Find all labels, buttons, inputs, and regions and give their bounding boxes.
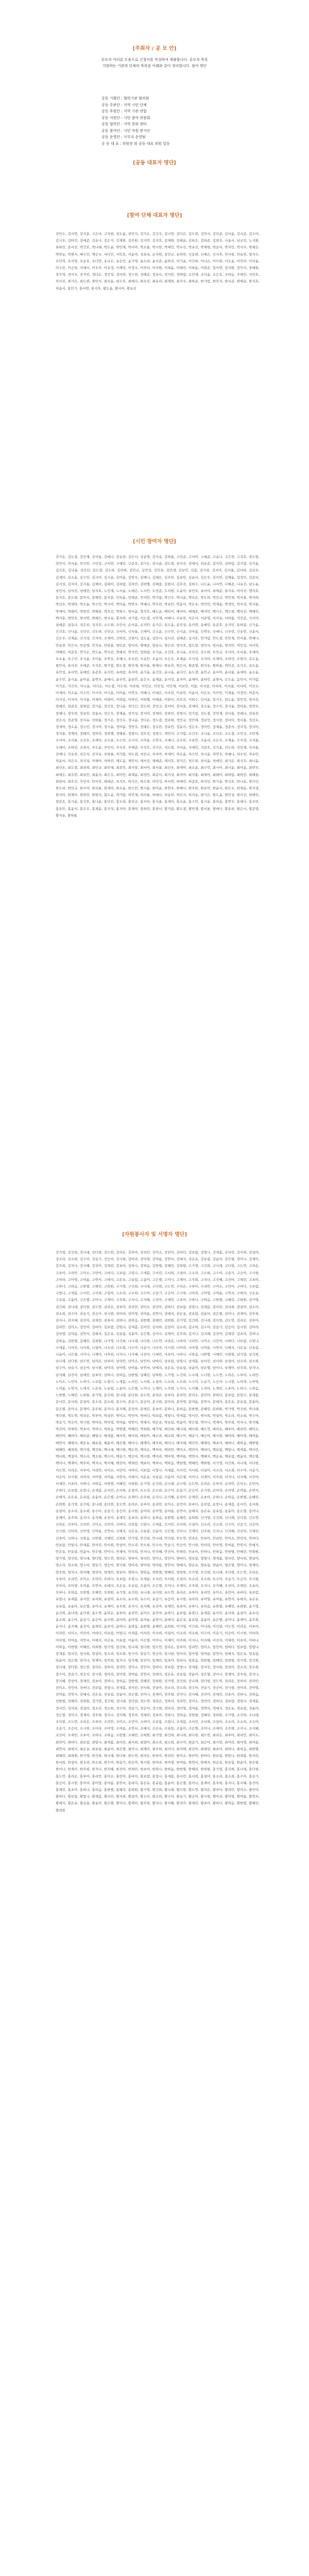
intro-text	[0, 57, 309, 69]
names-block-3: 강가영, 강건희, 강나래, 강다현, 강도연, 강라온, 강루아, 강리안, 강미소, 강민아, 강바다, 강보람, 강빛나, 강새봄, 강서린, 강서희, 강설아, 강소라, 강소희, 강수아, 강슬기, 강승아, 강시현, 강아라, 강아영, 강여름, 강연서, 강예지, 강온유, 강유림, 강윤아, 강은별, 강이나, 강재이, 강주희, 강지나, 강지혜, 강진아, 강채린, 강초아, 강하나, 강하음, 강한별, 강혜린, 강희원, 고가영, 고건희, 고나래, 고다현, 고도연, 고라온, 고루아, 고리안, 고미소, 고민아, 고바다, 고보람, 고빛나, 고새봄, 고서린, 고서희, 고설아, 고소라, 고소희, 고수아, 고슬기, 고승아, 고시현, 고아라, 고아영, 고여름, 고연서, 고예지, 고온유, 고유림, 고윤아, 고은별, 고이나, 고재이, 고주희, 고지나, 고지혜, 고진아, 고채린, 고초아, 고하나, 고하음, 고한별, 고혜린, 고희원, 구가영, 구건희, 구나래, 구다현, 구도연, 구라온, 구루아, 구리안, 구미소, 구민아, 구바다, 구보람, 구빛나, 구새봄, 구서린, 구서희, 구설아, 구소라, 구소희, 구수아, 구슬기, 구승아, 구시현, 구아라, 구아영, 구여름, 구연서, 구예지, 구온유, 구유림, 구윤아, 구은별, 구이나, 구재이, 구주희, 구지나, 구지혜, 구진아, 구채린, 구초아, 구하나, 구하음, 구한별, 구혜린, 구희원, 권가영, 권건희, 권나래, 권다현, 권도연, 권라온, 권루아, 권리안, 권미소, 권민아, 권바다, 권보람, 권빛나, 권새봄, 권서린, 권서희, 권설아, 권소라, 권소희, 권수아, 권슬기, 권승아, 권시현, 권아라, 권아영, 권여름, 권연서, 권예지, 권온유, 권유림, 권윤아, 권은별, 권이나, 권재이, 권주희, 권지나, 권지혜, 권진아, 권채린, 권초아, 권하나, 권하음, 권한별, 권혜린, 권희원, 김가영, 김건희, 김나래, 김다현, 김도연, 김라온, 김루아, 김리안, 김미소, 김민아, 김바다, 김보람, 김빛나, 김새봄, 김서린, 김서희, 김설아, 김소라, 김소희, 김수아, 김슬기, 김승아, 김시현, 김아라, 김아영, 김여름, 김연서, 김예지, 김온유, 김유림, 김윤아, 김은별, 김이나, 김재이, 김주희, 김지나, 김지혜, 김진아, 김채린, 김초아, 김하나, 김하음, 김한별, 김혜린, 김희원, 나가영, 나건희, 나나래, 나다현, 나도연, 나라온, 나루아, 나리안, 나미소, 나민아, 나바다, 나보람, 나빛나, 나새봄, 나서린, 나서희, 나설아, 나소라, 나소희, 나수아, 나슬기, 나승아, 나시현, 나아라, 나아영, 나여름, 나연서, 나예지, 나온유, 나유림, 나윤아, 나은별, 나이나, 나재이, 나주희, 나지나, 나지혜, 나진아, 나채린, 나초아, 나하나, 나하음, 나한별, 나혜린, 나희원, 남가영, 남건희, 남나래, 남다현, 남도연, 남라온, 남루아, 남리안, 남미소, 남민아, 남바다, 남보람, 남빛나, 남새봄, 남서린, 남서희, 남설아, 남소라, 남소희, 남수아, 남슬기, 남승아, 남시현, 남아라, 남아영, 남여름, 남연서, 남예지, 남온유, 남유림, 남윤아, 남은별, 남이나, 남재이, 남주희, 남지나, 남지혜, 남진아, 남채린, 남초아, 남하나, 남하음, 남한별, 남혜린, 남희원, 노가영, 노건희, 노나래, 노다현, 노도연, 노라온, 노루아, 노리안, 노미소, 노민아, 노바다, 노보람, 노빛나, 노새봄, 노서린, 노서희, 노설아, 노소라, 노소희, 노수아, 노슬기, 노승아, 노시현, 노아라, 노아영, 노여름, 노연서, 노예지, 노온유, 노유림, 노윤아, 노은별, 노이나, 노재이, 노주희, 노지나, 노지혜, 노진아, 노채린, 노초아, 노하나, 노하음, 노한별, 노혜린, 노희원, 문가영, 문건희, 문나래, 문다현, 문도연, 문라온, 문루아, 문리안, 문미소, 문민아, 문바다, 문보람, 문빛나, 문새봄, 문서린, 문서희, 문설아, 문소라, 문소희, 문수아, 문슬기, 문승아, 문시현, 문아라, 문아영, 문여름, 문연서, 문예지, 문온유, 문유림, 문윤아, 문은별, 문이나, 문재이, 문주희, 문지나, 문지혜, 문진아, 문채린, 문초아, 문하나, 문하음, 문한별, 문혜린, 문희원, 박가영, 박건희, 박나래, 박다현, 박도연, 박라온, 박루아, 박리안, 박미소, 박민아, 박바다, 박보람, 박빛나, 박새봄, 박서린, 박서희, 박설아, 박소라, 박소희, 박수아, 박슬기, 박승아, 박시현, 박아라, 박아영, 박여름, 박연서, 박예지, 박온유, 박유림, 박윤아, 박은별, 박이나, 박재이, 박주희, 박지나, 박지혜, 박진아, 박채린, 박초아, 박하나, 박하음, 박한별, 박혜린, 박희원, 배가영, 배건희, 배나래, 배다현, 배도연, 배라온, 배루아, 배리안, 배미소, 배민아, 배바다, 배보람, 배빛나, 배새봄, 배서린, 배서희, 배설아, 배소라, 배소희, 배수아, 배슬기, 배승아, 배시현, 배아라, 배아영, 배여름, 배연서, 배예지, 배온유, 배유림, 배윤아, 배은별, 배이나, 배재이, 배주희, 배지나, 배지혜, 배진아, 배채린, 배초아, 배하나, 배하음, 배한별, 배혜린, 배희원, 백가영, 백건희, 백나래, 백다현, 백도연, 백라온, 백루아, 백리안, 백미소, 백민아, 백바다, 백보람, 백빛나, 백새봄, 백서린, 백서희, 백설아, 백소라, 백소희, 백수아, 백슬기, 백승아, 백시현, 백아라, 백아영, 백여름, 백연서, 백예지, 백온유, 백유림, 백윤아, 백은별, 백이나, 백재이, 백주희, 백지나, 백지혜, 백진아, 백채린, 백초아, 백하나, 백하음, 백한별, 백혜린, 백희원, 서가영, 서건희, 서나래, 서다현, 서도연, 서라온, 서루아, 서리안, 서미소, 서민아, 서바다, 서보람, 서빛나, 서새봄, 서서린, 서서희, 서설아, 서소라, 서소희, 서수아, 서슬기, 서승아, 서시현, 서아라, 서아영, 서여름, 서연서, 서예지, 서온유, 서유림, 서윤아, 서은별, 서이나, 서재이, 서주희, 서지나, 서지혜, 서진아, 서채린, 서초아, 서하나, 서하음, 서한별, 서혜린, 서희원, 손가영, 손건희, 손나래, 손다현, 손도연, 손라온, 손루아, 손리안, 손미소, 손민아, 손바다, 손보람, 손빛나, 손새봄, 손서린, 손서희, 손설아, 손소라, 손소희, 손수아, 손슬기, 손승아, 손시현, 손아라, 손아영, 손여름, 손연서, 손예지, 손온유, 손유림, 손윤아, 손은별, 손이나, 손재이, 손주희, 손지나, 손지혜, 손진아, 손채린, 손초아, 손하나, 손하음, 손한별, 손혜린, 손희원, 송가영, 송건희, 송나래, 송다현, 송도연, 송라온, 송루아, 송리안, 송미소, 송민아, 송바다, 송보람, 송빛나, 송새봄, 송서린, 송서희, 송설아, 송소라, 송소희, 송수아, 송슬기, 송승아, 송시현, 송아라, 송아영, 송여름, 송연서, 송예지, 송온유, 송유림, 송윤아, 송은별, 송이나, 송재이, 송주희, 송지나, 송지혜, 송진아, 송채린, 송초아, 송하나, 송하음, 송한별, 송혜린, 송희원, 신가영, 신건희, 신나래, 신다현, 신도연, 신라온, 신루아, 신리안, 신미소, 신민아, 신바다, 신보람, 신빛나, 신새봄, 신서린, 신서희, 신설아, 신소라, 신소희, 신수아, 신슬기, 신승아, 신시현, 신아라, 신아영, 신여름, 신연서, 신예지, 신온유, 신유림, 신윤아, 신은별, 신이나, 신재이, 신주희, 신지나, 신지혜, 신진아, 신채린, 신초아, 신하나, 신하음, 신한별, 신혜린, 신희원, 안가영, 안건희, 안나래, 안다현, 안도연, 안라온, 안루아, 안리안, 안미소, 안민아, 안바다, 안보람, 안빛나, 안새봄, 안서린, 안서희, 안설아, 안소라, 안소희, 안수아, 안슬기, 안승아, 안시현, 안아라, 안아영, 안여름, 안연서, 안예지, 안온유, 안유림, 안윤아, 안은별, 안이나, 안재이, 안주희, 안지나, 안지혜, 안진아, 안채린, 안초아, 안하나, 안하음, 안한별, 안혜린, 안희원, 양가영, 양건희, 양나래, 양다현, 양도연, 양라온, 양루아, 양리안, 양미소, 양민아, 양바다, 양보람, 양빛나, 양새봄, 양서린, 양서희, 양설아, 양소라, 양소희, 양수아, 양슬기, 양승아, 양시현, 양아라, 양아영, 양여름, 양연서, 양예지, 양온유, 양유림, 양윤아, 양은별, 양이나, 양재이, 양주희, 양지나, 양지혜, 양진아, 양채린, 양초아, 양하나, 양하음, 양한별, 양혜린, 양희원, 오가영, 오건희, 오나래, 오다현, 오도연, 오라온, 오루아, 오리안, 오미소, 오민아, 오바다, 오보람, 오빛나, 오새봄, 오서린, 오서희, 오설아, 오소라, 오소희, 오수아, 오슬기, 오승아, 오시현, 오아라, 오아영, 오여름, 오연서, 오예지, 오온유, 오유림, 오윤아, 오은별, 오이나, 오재이, 오주희, 오지나, 오지혜, 오진아, 오채린, 오초아, 오하나, 오하음, 오한별, 오혜린, 오희원, 유가영, 유건희, 유나래, 유다현, 유도연, 유라온, 유루아, 유리안, 유미소, 유민아, 유바다, 유보람, 유빛나, 유새봄, 유서린, 유서희, 유설아, 유소라, 유소희, 유수아, 유슬기, 유승아, 유시현, 유아라, 유아영, 유여름, 유연서, 유예지, 유온유, 유유림, 유윤아, 유은별, 유이나, 유재이, 유주희, 유지나, 유지혜, 유진아, 유채린, 유초아, 유하나, 유하음, 유한별, 유혜린, 유희원, 윤가영, 윤건희, 윤나래, 윤다현, 윤도연, 윤라온, 윤루아, 윤리안, 윤미소, 윤민아, 윤바다, 윤보람, 윤빛나, 윤새봄, 윤서린, 윤서희, 윤설아, 윤소라, 윤소희, 윤수아, 윤슬기, 윤승아, 윤시현, 윤아라, 윤아영, 윤여름, 윤연서, 윤예지, 윤온유, 윤유림, 윤윤아, 윤은별, 윤이나, 윤재이, 윤주희, 윤지나, 윤지혜, 윤진아, 윤채린, 윤초아, 윤하나, 윤하음, 윤한별, 윤혜린, 윤희원, 이가영, 이건희, 이나래, 이다현, 이도연, 이라온, 이루아, 이리안, 이미소, 이민아, 이바다, 이보람, 이빛나, 이새봄, 이서린, 이서희, 이설아, 이소라, 이소희, 이수아, 이슬기, 이승아, 이시현, 이아라, 이아영, 이여름, 이연서, 이예지, 이온유, 이유림, 이윤아, 이은별, 이이나, 이재이, 이주희, 이지나, 이지혜, 이진아, 이채린, 이초아, 이하나, 이하음, 이한별, 이혜린, 이희원, 임가영, 임건희, 임나래, 임다현, 임도연, 임라온, 임루아, 임리안, 임미소, 임민아, 임바다, 임보람, 임빛나, 임새봄, 임서린, 임서희, 임설아, 임소라, 임소희, 임수아, 임슬기, 임승아, 임시현, 임아라, 임아영, 임여름, 임연서, 임예지, 임온유, 임유림, 임윤아, 임은별, 임이나, 임재이, 임주희, 임지나, 임지혜, 임진아, 임채린, 임초아, 임하나, 임하음, 임한별, 임혜린, 임희원, 장가영, 장건희, 장나래, 장다현, 장도연, 장라온, 장루아, 장리안, 장미소, 장민아, 장바다, 장보람, 장빛나, 장새봄, 장서린, 장서희, 장설아, 장소라, 장소희, 장수아, 장슬기, 장승아, 장시현, 장아라, 장아영, 장여름, 장연서, 장예지, 장온유, 장유림, 장윤아, 장은별, 장이나, 장재이, 장주희, 장지나, 장지혜, 장진아, 장채린, 장초아, 장하나, 장하음, 장한별, 장혜린, 장희원, 전가영, 전건희, 전나래, 전다현, 전도연, 전라온, 전루아, 전리안, 전미소, 전민아, 전바다, 전보람, 전빛나, 전새봄, 전서린, 전서희, 전설아, 전소라, 전소희, 전수아, 전슬기, 전승아, 전시현, 전아라, 전아영, 전여름, 전연서, 전예지, 전온유, 전유림, 전윤아, 전은별, 전이나, 전재이, 전주희, 전지나, 전지혜, 전진아, 전채린, 전초아, 전하나, 전하음, 전한별, 전혜린, 전희원, 정가영, 정건희, 정나래, 정다현, 정도연, 정라온, 정루아, 정리안, 정미소, 정민아, 정바다, 정보람, 정빛나, 정새봄, 정서린, 정서희, 정설아, 정소라, 정소희, 정수아, 정슬기, 정승아, 정시현, 정아라, 정아영, 정여름, 정연서, 정예지, 정온유, 정유림, 정윤아, 정은별, 정이나, 정재이, 정주희, 정지나, 정지혜, 정진아, 정채린, 정초아, 정하나, 정하음, 정한별, 정혜린, 정희원, 조가영, 조건희, 조나래, 조다현, 조도연, 조라온, 조루아, 조리안, 조미소, 조민아, 조바다, 조보람, 조빛나, 조새봄, 조서린, 조서희, 조설아, 조소라, 조소희, 조수아, 조슬기, 조승아, 조시현, 조아라, 조아영, 조여름, 조연서, 조예지, 조온유, 조유림, 조윤아, 조은별, 조이나, 조재이, 조주희, 조지나, 조지혜, 조진아, 조채린, 조초아, 조하나, 조하음, 조한별, 조혜린, 조희원, 최가영, 최건희, 최나래, 최다현, 최도연, 최라온, 최루아, 최리안, 최미소, 최민아, 최바다, 최보람, 최빛나, 최새봄, 최서린, 최서희, 최설아, 최소라, 최소희, 최수아, 최슬기, 최승아, 최시현, 최아라, 최아영, 최여름, 최연서, 최예지, 최온유, 최유림, 최윤아, 최은별, 최이나, 최재이, 최주희, 최지나, 최지혜, 최진아, 최채린, 최초아, 최하나, 최하음, 최한별, 최혜린, 최희원, 한가영, 한건희, 한나래, 한다현, 한도연, 한라온, 한루아, 한리안, 한미소, 한민아, 한바다, 한보람, 한빛나, 한새봄, 한서린, 한서희, 한설아, 한소라, 한소희, 한수아, 한슬기, 한승아, 한시현, 한아라, 한아영, 한여름, 한연서, 한예지, 한온유, 한유림, 한윤아, 한은별, 한이나, 한재이, 한주희, 한지나, 한지혜, 한진아, 한채린, 한초아, 한하나, 한하음, 한한별, 한혜린, 한희원, 홍가영, 홍건희, 홍나래, 홍다현, 홍도연, 홍라온, 홍루아, 홍리안, 홍미소, 홍민아, 홍바다, 홍보람, 홍빛나, 홍새봄, 홍서린, 홍서희, 홍설아, 홍소라, 홍소희, 홍수아, 홍슬기, 홍승아, 홍시현, 홍아라, 홍아영, 홍여름, 홍연서, 홍예지, 홍온유, 홍유림, 홍윤아, 홍은별, 홍이나, 홍재이, 홍주희, 홍지나, 홍지혜, 홍진아, 홍채린, 홍초아, 홍하나, 홍하음, 홍한별, 홍혜린, 홍희원, 황가영, 황건희, 황나래, 황다현, 황도연, 황라온, 황루아, 황리안, 황미소, 황민아, 황바다, 황보람, 황빛나, 황새봄, 황서린, 황서희, 황설아, 황소라, 황소희, 황수아, 황슬기, 황승아, 황시현, 황아라, 황아영, 황여름, 황연서, 황예지, 황온유, 황유림, 황윤아, 황은별, 황이나, 황재이, 황주희, 황지나, 황지혜, 황진아, 황채린, 황초아, 황하나, 황하음, 황한별, 황혜린, 황희원	[56, 1250, 260, 1812]
organizer-item: 공동 참여단 : 시민 자원 봉사단	[101, 128, 150, 133]
section-heading-volunteers: [자원봉사자 및 서명자 명단]	[122, 1232, 187, 1238]
organizer-item: 공동 기획단 : 협력기관 협의회	[101, 96, 149, 100]
section-heading-org-representatives: [참여 단체 대표자 명단]	[127, 213, 182, 218]
organizer-item: 공동 협력단 : 지역 문화 센터	[101, 122, 147, 126]
section-heading-representatives: [공동 대표자 명단]	[133, 160, 176, 166]
organizer-item: 공동 운영단 : 사무국 운영팀	[101, 135, 146, 139]
section-title: [주최자 / 공 모 안]	[132, 46, 177, 52]
names-block-1: 강민수, 강서연, 강지훈, 고은비, 구자현, 권도윤, 권민지, 김가은, 김건우, 김나연, 김다은, 김도현, 김민서, 김민준, 김서윤, 김서준, 김수아, 김시우, 김아린, 김예준, 김유나, 김은지, 김재원, 김주원, 김지안, 김지호, 김채원, 김태윤, 김하은, 김하준, 김현우, 나윤서, 남궁민, 노지환, 류하린, 문서진, 박건호, 박나래, 박도윤, 박민재, 박서아, 박소율, 박시현, 박예린, 박우진, 박유진, 박재현, 박준서, 박지민, 박지우, 박채은, 박하늘, 박현서, 배수민, 백승우, 서다인, 서민호, 서윤아, 성유리, 손지원, 송민규, 송하연, 신동현, 신예은, 신지후, 안서현, 안유찬, 양지수, 오민혁, 오서영, 오준호, 우다연, 유나은, 유승민, 윤가영, 윤도하, 윤서준, 윤하진, 이가윤, 이건희, 이나은, 이다현, 이도윤, 이민아, 이서윤, 이수빈, 이승현, 이예서, 이우주, 이유정, 이재민, 이정우, 이주아, 이지원, 이채윤, 이태민, 이하윤, 이현준, 임서연, 임지환, 장민서, 장예원, 장우혁, 전서우, 전지민, 정다은, 정민성, 정서하, 정수현, 정예준, 정유나, 정지안, 정하람, 조민재, 조서윤, 조은호, 조하늘, 주예린, 지민호, 차서진, 최가은, 최도현, 최민서, 최서윤, 최수호, 최예나, 최우진, 최유리, 최재희, 최지우, 최하준, 한가람, 한민지, 한서준, 한예슬, 한지호, 허윤서, 홍민기, 홍서연, 홍지후, 황도윤, 황서아, 황유진	[56, 232, 260, 291]
organizer-item: 공동 후원단 : 지역 기관 연합	[101, 109, 147, 113]
organizer-item: 공동 주관단 : 지역 시민 단체	[101, 103, 147, 107]
section-heading-citizens: [시민 참여자 명단]	[133, 539, 176, 545]
organizer-item: 공동 지원단 : 시민 참여 위원회	[101, 115, 150, 120]
intro-line-1: 공모자 여러분 도움으로 신청서를 작성하여 제출합니다. 공모자 목록	[101, 58, 208, 62]
names-block-2: 강가온, 강도겸, 강민재, 강서율, 강예나, 강유찬, 강은서, 강준영, 강지유, 강하율, 고민준, 고서아, 고예준, 고유나, 고은찬, 고지호, 곽도현, 곽민서, 곽서윤, 곽지안, 구민성, 구서연, 구예린, 구준호, 권가은, 권나윤, 권도현, 권서진, 권예서, 권유준, 권지민, 권하람, 김가람, 김가윤, 김건호, 김나윤, 김다인, 김도겸, 김도하, 김라희, 김민규, 김민성, 김민유, 김민채, 김보민, 김봄, 김사랑, 김서아, 김서율, 김서하, 김선우, 김세아, 김소윤, 김수민, 김시아, 김시윤, 김아윤, 김연우, 김예나, 김예은, 김우빈, 김유안, 김윤서, 김은우, 김이안, 김재윤, 김정민, 김준서, 김지성, 김지아, 김지율, 김채아, 김태이, 김하람, 김하린, 김하엘, 김해솔, 김현서, 김호진, 김희수, 나도윤, 나서연, 나예준, 나유진, 남도윤, 남민서, 남서진, 남예린, 남지호, 노민재, 노서윤, 노예은, 노지안, 도민준, 도서현, 도윤아, 류민호, 류서아, 류예준, 류지유, 마서진, 맹지호, 문가은, 문도현, 문민서, 문예린, 문지훈, 민서윤, 민예준, 민지안, 박가람, 박건우, 박나윤, 박다온, 박도하, 박민규, 박민채, 박서율, 박서하, 박선우, 박세아, 박소윤, 박수민, 박시아, 박아윤, 박연우, 박예나, 박우빈, 박유안, 박윤서, 박은우, 박이안, 박재윤, 박정민, 박지성, 박지율, 박채아, 박태이, 박하린, 박해솔, 박호진, 박희수, 방서윤, 방지호, 배도윤, 배민서, 배서아, 배예준, 배지안, 백가은, 백도현, 백서진, 백예린, 백지훈, 변민호, 변서연, 변예은, 변지유, 봉서하, 서가람, 서도겸, 서민재, 서예나, 서유찬, 서은서, 서준영, 서지유, 서하율, 석민준, 석서아, 설예준, 설유나, 성은찬, 성지호, 소도현, 소민서, 손서윤, 손지안, 송가은, 송도윤, 송민성, 송서연, 송예린, 송준호, 송지민, 송하람, 신가윤, 신건호, 신나윤, 신다인, 신도하, 신민규, 신서아, 신서율, 신세아, 신소윤, 신수민, 신시윤, 신아윤, 신연우, 신예나, 신우빈, 신유안, 신윤서, 신은우, 신재윤, 신지성, 신지아, 신채아, 신하린, 신현서, 심도윤, 심민서, 심서진, 심예준, 심지호, 안가람, 안도겸, 안민재, 안서율, 안예나, 안유찬, 안은서, 안준영, 안지유, 안하율, 양민준, 양서아, 양예준, 양유나, 양은찬, 양지호, 엄도현, 엄민서, 엄서윤, 엄지안, 여민성, 여서연, 여예린, 여준호, 연가은, 연도윤, 연서진, 연예서, 연지민, 염하람, 오가윤, 오건호, 오나윤, 오다인, 오도하, 오민규, 오서아, 오서율, 오세아, 오소윤, 오수민, 오시윤, 오아윤, 오연우, 오예나, 오우빈, 오유안, 오윤서, 오은우, 오재윤, 오지성, 오지아, 오채아, 오하린, 오현서, 옥도윤, 왕민서, 용서진, 우예준, 우지호, 원가람, 원도겸, 원민재, 원서율, 원예나, 원유찬, 원은서, 원준영, 원지유, 원하율, 위민준, 유가은, 유도윤, 유민성, 유서연, 유예린, 유준호, 유지민, 유하람, 육서아, 윤가윤, 윤건호, 윤나윤, 윤다인, 윤도겸, 윤민규, 윤서아, 윤서율, 윤세아, 윤소윤, 윤수민, 윤시윤, 윤아윤, 윤연우, 윤예나, 윤우빈, 윤유안, 윤은우, 윤재윤, 윤지성, 윤지아, 윤채아, 윤하린, 윤현서, 은도윤, 음민서, 이가람, 이가온, 이건우, 이나윤, 이다온, 이도겸, 이도하, 이라희, 이민규, 이민성, 이민채, 이보민, 이봄, 이사랑, 이서아, 이서율, 이서하, 이선우, 이세아, 이소윤, 이수민, 이시아, 이시윤, 이아윤, 이연우, 이예나, 이예은, 이우빈, 이유안, 이윤서, 이은우, 이이안, 이재윤, 이정민, 이준서, 이지성, 이지아, 이지율, 이채아, 이태이, 이하람, 이하린, 이하엘, 이해솔, 이현서, 이호진, 이희수, 인서윤, 임가은, 임도윤, 임민성, 임서진, 임예린, 임준호, 임하람, 장가윤, 장건호, 장나윤, 장다인, 장도하, 장민규, 장서아, 장서율, 장세아, 장소윤, 장수민, 장시윤, 장아윤, 장연우, 장예나, 장우빈, 장유안, 장윤서, 장은우, 장재윤, 장지성, 장지아, 장채아, 장하린, 장현서, 전가람, 전도겸, 전민재, 전서율, 전예나, 전유찬, 전은서, 전준영, 전지유, 전하율, 정가온, 정건우, 정나윤, 정다온, 정도겸, 정라희, 정민규, 정민채, 정보민, 정사랑, 정서아, 정서율, 정선우, 정세아, 정소윤, 정수민, 정시아, 정시윤, 정아윤, 정연우, 정예은, 정우빈, 정유안, 정윤서, 정은우, 정이안, 정재윤, 정준서, 정지성, 정지아, 정지율, 정채아, 정태이, 정하린, 정하엘, 정해솔, 정현서, 정호진, 정희수, 제민서, 조가람, 조건우, 조나윤, 조다온, 조도겸, 조민규, 조민채, 조서아, 조서율, 조선우, 조세아, 조소윤, 조수민, 조시아, 조아윤, 조연우, 조예나, 조우빈, 조유안, 조윤서, 조은우, 조재윤, 조지성, 조지율, 조채아, 조하린, 조현서, 주도윤, 주민서, 주서진, 주예준, 주지호, 지가은, 지도현, 지서윤, 지예린, 지준호, 진가윤, 진도하, 진민재, 진서율, 진예나, 진유찬, 진은서, 진지유, 진하율, 차가람, 차도겸, 차민규, 차서아, 차세아, 차소윤, 차수민, 차시윤, 차연우, 차예나, 차우빈, 차유안, 차윤서, 차은우, 차지성, 차채아, 차하린, 채도윤, 채민서, 채서진, 채예준, 채지호, 천가은, 천도현, 천서윤, 천예린, 최가온, 최건우, 최나윤, 최다온, 최도겸, 최라희, 최민규, 최민채, 최보민, 최사랑, 최서아, 최서율, 최선우, 최세아, 최소윤, 최수민, 최시아, 최시윤, 최아윤, 최연우, 최예은, 최우빈, 최유안, 최윤서, 최은우, 최이안, 최재윤, 최정민, 최준서, 최지성, 최지아, 최지율, 최채아, 최태이, 최하람, 최하린, 최해솔, 최현서, 최호진, 추민서, 탁서진, 태예준, 표지호, 하가은, 하도현, 하민성, 하서연, 하예린, 하준호, 하지민, 한가윤, 한건호, 한나윤, 한다인, 한도하, 한민규, 한서아, 한서율, 한세아, 한소윤, 한수민, 한시윤, 한아윤, 한연우, 한예나, 한우빈, 한유안, 한윤서, 한은우, 한재윤, 한지성, 한지아, 한채아, 한하린, 한현서, 함도윤, 허가람, 허민재, 허서율, 허예나, 허유찬, 허은서, 허지유, 현가은, 현도윤, 현민성, 현서진, 현예린, 현준호, 홍가윤, 홍건호, 홍나윤, 홍다인, 홍도하, 홍민규, 홍서아, 홍서율, 홍세아, 홍소윤, 홍수민, 홍시윤, 홍아윤, 홍연우, 홍예나, 홍우빈, 홍유안, 홍윤서, 홍은우, 홍재윤, 홍지성, 홍지아, 홍채아, 홍하린, 홍현서, 황가람, 황도겸, 황민재, 황서율, 황예나, 황유찬, 황은서, 황준영, 황지유, 황하율	[56, 555, 260, 818]
organizer-list	[101, 95, 256, 147]
organizer-item: 공 동 대 표 : 위원장 외 공동 대표 위원 일동	[101, 141, 170, 146]
intro-line-2: 지원하는 기관과 단체의 목록을 아래와 같이 정리합니다. 참여 명단	[102, 64, 207, 68]
